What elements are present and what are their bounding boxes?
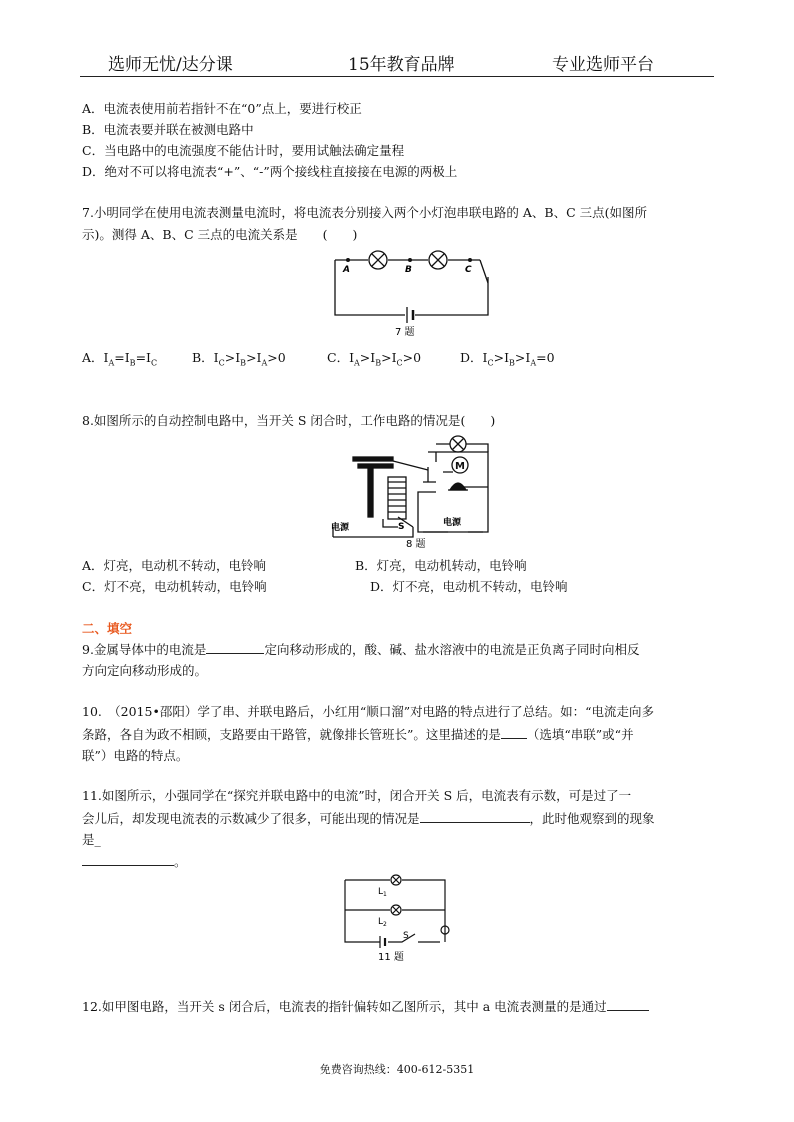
q7-fig-label-a: A: [343, 265, 350, 275]
q7-fig-caption: 7 题: [395, 327, 415, 338]
q11-circuit-figure: [340, 872, 455, 964]
q12-line1-text: 12.如甲图电路，当开关 s 闭合后，电流表的指针偏转如乙图所示，其中 a 电流表测量的是通过: [82, 999, 607, 1014]
q11-fig-switch-label: S: [403, 931, 409, 941]
page-header: [80, 50, 714, 77]
q8-stem: 8.如图所示的自动控制电路中，当开关 S 闭合时，工作电路的情况是( ): [82, 413, 496, 428]
q7-stem-line1: 7.小明同学在使用电流表测量电流时，将电流表分别接入两个小灯泡串联电路的 A、B、C 三点(如图所: [82, 205, 648, 220]
header-center: 15年教育品牌: [348, 55, 455, 75]
q7-option-a: A．$I_A=I_B=I_C$: [82, 350, 158, 368]
q11-line2-tail: ，此时他观察到的现象: [529, 811, 655, 826]
section-title-fill-in: 二、填空: [82, 621, 133, 636]
q11-line4-tail: 。: [174, 854, 187, 869]
q7-fig-label-b: B: [405, 265, 412, 275]
q8-option-a: A．灯亮，电动机不转动，电铃响: [82, 558, 267, 573]
q7-circuit-figure: [330, 245, 495, 340]
q6-option-a: A．电流表使用前若指针不在“0”点上，要进行校正: [82, 101, 362, 116]
q10-line2-text: 条路，各自为政不相顾，支路要由干路管，就像排长管班长”。这里描述的是: [82, 727, 501, 742]
q11-line4: [82, 851, 187, 870]
q12-line1: [82, 996, 649, 1015]
q11-line2-text: 会儿后，却发现电流表的示数减少了很多，可能出现的情况是: [82, 811, 420, 826]
q11-answer-blank-1[interactable]: [420, 808, 530, 823]
q11-line2: [82, 808, 655, 827]
footer-hotline: 免费咨询热线：400-612-5351: [319, 1063, 475, 1076]
q11-answer-blank-2[interactable]: [82, 851, 174, 866]
q8-option-c: C．灯不亮，电动机转动，电铃响: [82, 579, 267, 594]
q8-fig-caption: 8 题: [406, 539, 426, 550]
q10-line2: [82, 724, 634, 743]
q10-line3: 联”）电路的特点。: [82, 748, 189, 763]
q7-stem-line2: 示)。测得 A、B、C 三点的电流关系是 ( ): [82, 227, 358, 242]
q10-answer-blank[interactable]: [501, 724, 527, 739]
q11-fig-caption: 11 题: [378, 952, 404, 963]
q7-fig-label-c: C: [465, 265, 472, 275]
q11-line1: 11.如图所示，小强同学在“探究并联电路中的电流”时，闭合开关 S 后，电流表有示数，可是过了一: [82, 788, 632, 803]
q8-option-d: D．灯不亮，电动机不转动，电铃响: [370, 579, 568, 594]
q11-line3: 是_: [82, 832, 101, 847]
q7-option-d: D．$I_C>I_B>I_A=0$: [460, 350, 555, 368]
q6-option-d: D．绝对不可以将电流表“+”、“-”两个接线柱直接接在电源的两极上: [82, 164, 458, 179]
svg-text:M: M: [455, 461, 465, 472]
header-left: 选师无忧/达分课: [108, 55, 233, 75]
q7-option-c: C．$I_A>I_B>I_C>0$: [327, 350, 422, 368]
q9-answer-blank[interactable]: [206, 639, 264, 654]
q11-fig-label-l2: $L_2$: [378, 917, 387, 928]
q7-option-b: B．$I_C>I_B>I_A>0$: [192, 350, 286, 368]
q9-line1: [82, 639, 639, 658]
q8-fig-power-left: 电源: [331, 523, 350, 533]
q12-answer-blank[interactable]: [607, 996, 649, 1011]
q10-line1: 10. （2015•邵阳）学了串、并联电路后，小红用“顺口溜”对电路的特点进行了总结。如：“电流走向多: [82, 704, 654, 719]
q8-option-b: B．灯亮，电动机转动，电铃响: [355, 558, 527, 573]
q10-line2-tail: （选填“串联”或“并: [526, 727, 634, 742]
q6-option-c: C．当电路中的电流强度不能估计时，要用试触法确定量程: [82, 143, 405, 158]
q8-fig-switch-label: S: [398, 522, 405, 532]
q9-line2: 方向定向移动形成的。: [82, 663, 208, 678]
q8-fig-power-right: 电源: [443, 518, 462, 528]
q8-circuit-figure: [328, 432, 493, 550]
q9-part1: 9.金属导体中的电流是: [82, 642, 207, 657]
q9-part2: 定向移动形成的，酸、碱、盐水溶液中的电流是正负离子同时向相反: [264, 642, 640, 657]
q11-fig-label-l1: $L_1$: [378, 887, 387, 898]
q6-option-b: B．电流表要并联在被测电路中: [82, 122, 254, 137]
header-right: 专业选师平台: [552, 55, 654, 75]
